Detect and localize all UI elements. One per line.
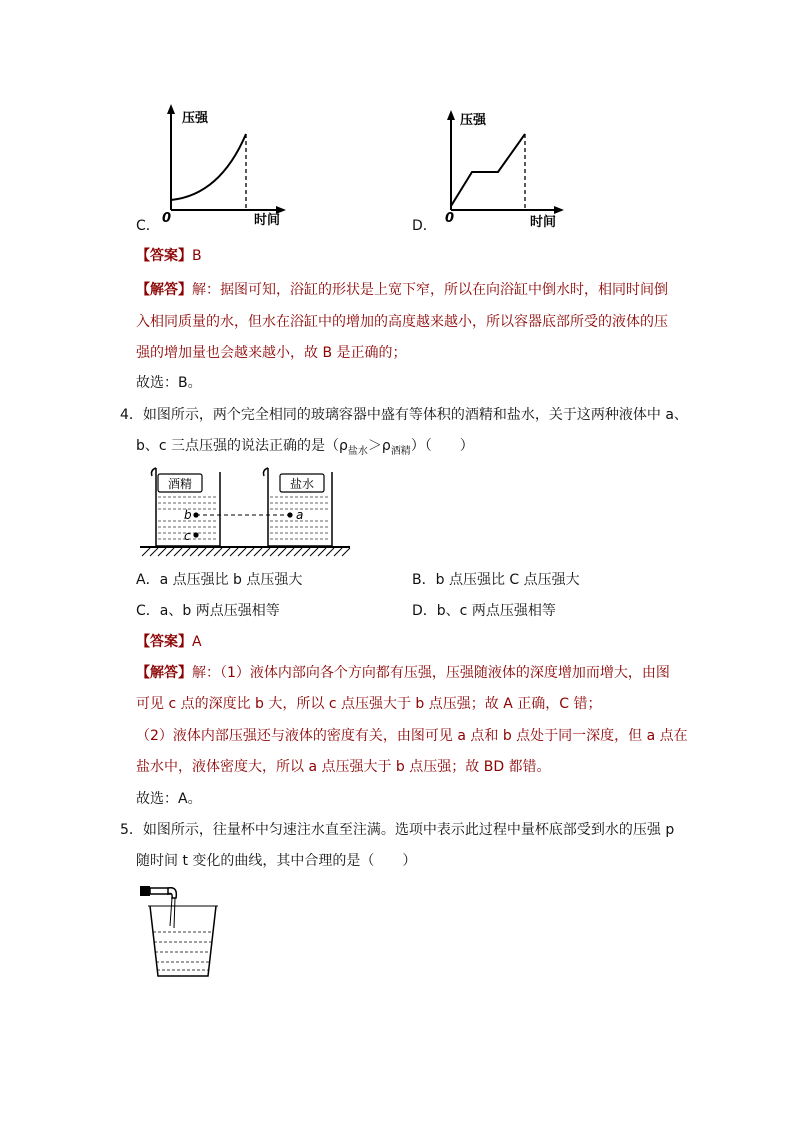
- option-c-letter: C．: [136, 218, 160, 234]
- q4-option-c: C．a、b 两点压强相等: [136, 603, 280, 619]
- answer-tag: 【答案】: [136, 634, 192, 650]
- q3-answer: [136, 246, 202, 266]
- graph-d-xlabel: 时间: [530, 215, 557, 230]
- faucet-spout: [168, 888, 176, 898]
- q4-analysis-line-4: 盐水中，液体密度大，所以 a 点压强大于 b 点压强；故 BD 都错。: [136, 759, 551, 775]
- graph-c-y-arrow: [167, 104, 175, 114]
- q4-option-b: B．b 点压强比 C 点压强大: [412, 572, 580, 588]
- q4-answer: [136, 632, 202, 652]
- graph-c-ylabel: 压强: [182, 111, 209, 126]
- left-label: 酒精: [167, 477, 193, 491]
- q4-figure: [138, 464, 352, 564]
- point-c-label: c: [184, 529, 191, 543]
- q4-analysis-line-3: （2）液体内部压强还与液体的密度有关，由图可见 a 点和 b 点处于同一深度，但 a 点在: [136, 728, 688, 744]
- q5-stem-line-1: 5．如图所示，往量杯中匀速注水直至注满。选项中表示此过程中量杯底部受到水的压强 p: [120, 822, 675, 838]
- q4-stem-line-1: 4．如图所示，两个完全相同的玻璃容器中盛有等体积的酒精和盐水，关于这两种液体中 a、: [120, 407, 688, 423]
- analysis-tag: 【解答】: [136, 282, 192, 298]
- point-b-label: b: [184, 508, 192, 522]
- right-label: 盐水: [289, 477, 315, 491]
- point-c: [193, 532, 198, 537]
- q4-option-d: D．b、c 两点压强相等: [412, 603, 556, 619]
- point-a: [287, 512, 292, 517]
- answer-tag: 【答案】: [136, 248, 192, 264]
- q4-option-a: A．a 点压强比 b 点压强大: [136, 572, 303, 588]
- graph-d-ylabel: 压强: [460, 113, 487, 128]
- q3-conclusion: 故选：B。: [136, 375, 202, 391]
- graph-c: [150, 100, 290, 230]
- q5-stem-line-2: 随时间 t 变化的曲线，其中合理的是（ ）: [136, 853, 417, 869]
- answer-value: A: [192, 634, 202, 650]
- water-stream: [170, 898, 175, 928]
- point-a-label: a: [296, 508, 304, 522]
- q3-analysis-line-3: 强的增加量也会越来越小，故 B 是正确的；: [136, 345, 407, 361]
- graph-c-origin: 0: [162, 211, 172, 226]
- q3-analysis-line-1: 【解答】解：据图可知，浴缸的形状是上宽下窄，所以在向浴缸中倒水时，相同时间倒: [136, 282, 668, 298]
- q3-analysis-line-2: 入相同质量的水，但水在浴缸中的增加的高度越来越小，所以容器底部所受的液体的压: [136, 314, 668, 330]
- point-b: [193, 512, 198, 517]
- answer-value: B: [192, 248, 202, 264]
- graph-d-x-arrow: [554, 206, 564, 214]
- graph-d-y-arrow: [447, 110, 455, 120]
- q4-analysis-line-1: 【解答】解：（1）液体内部向各个方向都有压强，压强随液体的深度增加而增大，由图: [136, 665, 670, 681]
- graph-c-curve: [171, 134, 246, 200]
- ground-hatching: [142, 548, 350, 556]
- q5-figure: [136, 880, 226, 980]
- cup-water-lines: [153, 932, 213, 970]
- q4-conclusion: 故选：A。: [136, 791, 202, 807]
- analysis-tag: 【解答】: [136, 665, 192, 681]
- q4-analysis-line-2: 可见 c 点的深度比 b 大，所以 c 点压强大于 b 点压强；故 A 正确，C 错；: [136, 696, 602, 712]
- graph-d: [432, 100, 572, 230]
- faucet-handle: [140, 886, 150, 896]
- graph-d-curve: [451, 134, 525, 206]
- option-d-letter: D．: [412, 218, 437, 234]
- graph-d-origin: 0: [445, 211, 455, 226]
- q4-stem-line-2: b、c 三点压强的说法正确的是$(\rho_{盐水}>\rho_{酒精})$（ ）: [136, 438, 474, 457]
- graph-c-xlabel: 时间: [254, 213, 281, 228]
- measuring-cup: [150, 906, 216, 976]
